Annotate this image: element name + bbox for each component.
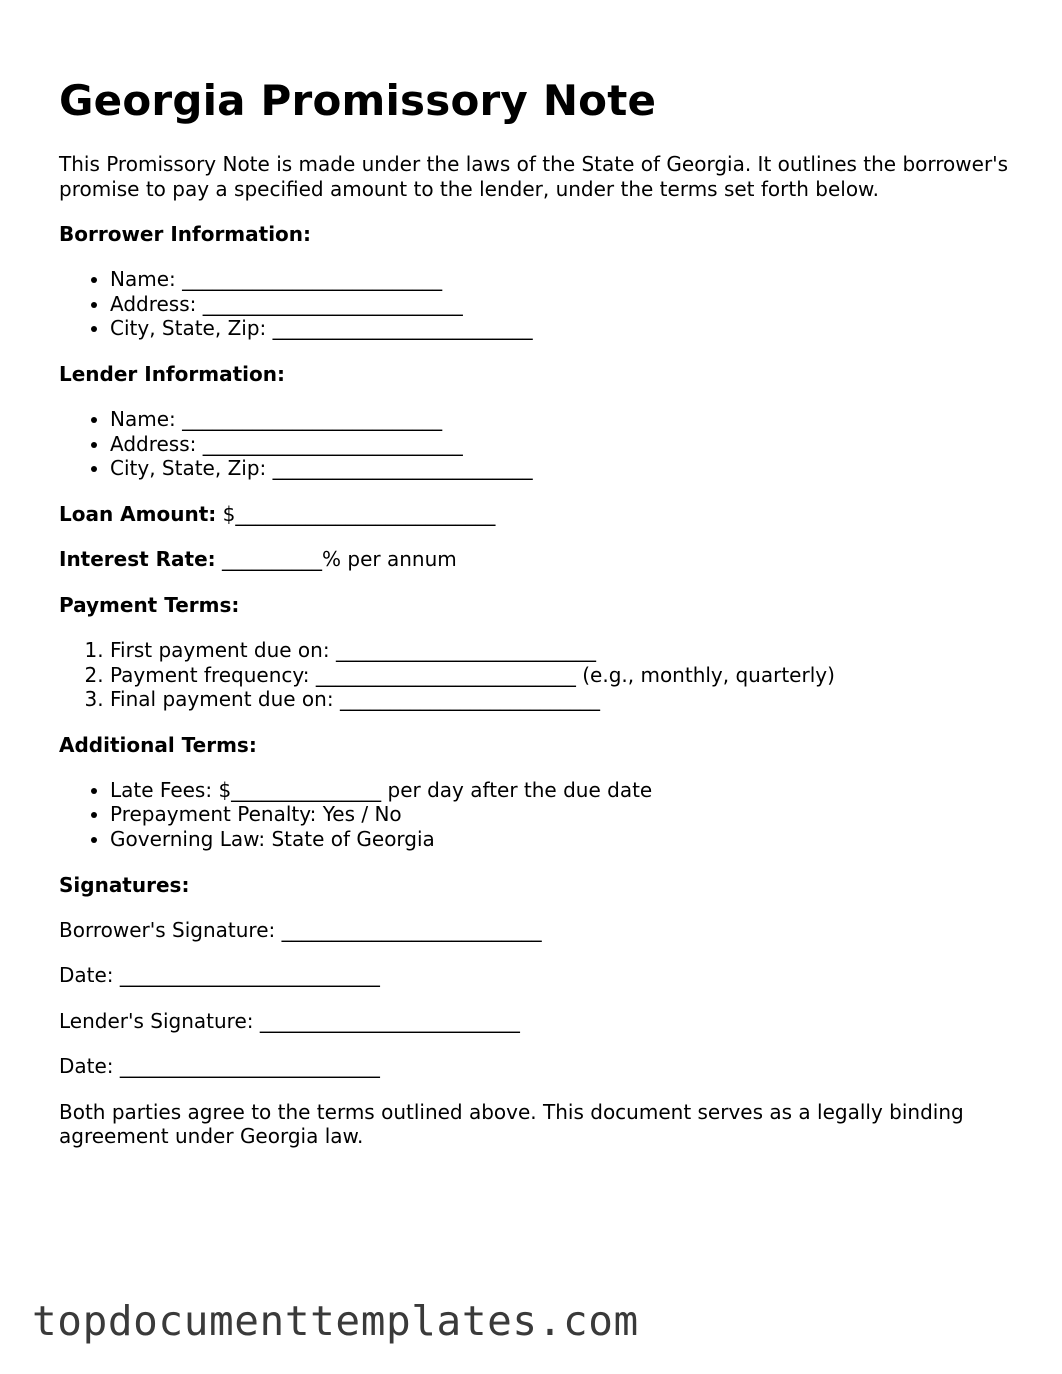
- borrower-city-state-zip-field[interactable]: • City, State, Zip: __________________________: [110, 316, 1009, 341]
- final-payment-field[interactable]: 3. Final payment due on: __________________________: [110, 687, 1009, 712]
- loan-amount-line[interactable]: [59, 502, 1009, 527]
- payment-terms-heading: Payment Terms:: [59, 592, 240, 617]
- interest-rate-line[interactable]: [59, 547, 1009, 572]
- lender-address-field[interactable]: • Address: __________________________: [110, 432, 1009, 457]
- prepayment-penalty-item[interactable]: • Prepayment Penalty: Yes / No: [110, 802, 1009, 827]
- payment-terms-list: [59, 638, 1009, 712]
- payment-frequency-field[interactable]: 2. Payment frequency: __________________________ (e.g., monthly, quarterly): [110, 663, 1009, 688]
- first-payment-field[interactable]: 1. First payment due on: __________________________: [110, 638, 1009, 663]
- borrower-list: [59, 267, 1009, 341]
- borrower-heading: Borrower Information:: [59, 222, 312, 247]
- document-page: [59, 76, 1009, 1149]
- lender-list: [59, 407, 1009, 481]
- lender-heading: Lender Information:: [59, 361, 285, 386]
- borrower-name-field[interactable]: • Name: __________________________: [110, 267, 1009, 292]
- loan-amount-label: Loan Amount:: [59, 501, 217, 526]
- interest-rate-field[interactable]: __________% per annum: [215, 547, 457, 572]
- signatures-heading: Signatures:: [59, 872, 190, 897]
- loan-amount-field[interactable]: $__________________________: [216, 501, 496, 526]
- lender-name-field[interactable]: • Name: __________________________: [110, 407, 1009, 432]
- watermark-text: topdocumenttemplates.com: [32, 1297, 639, 1345]
- interest-rate-label: Interest Rate:: [59, 547, 216, 572]
- intro-paragraph: This Promissory Note is made under the laws of the State of Georgia. It outlines the borrower's promise to pay a specified amount to the lender, under the terms set forth below.: [59, 152, 1009, 201]
- borrower-date-field[interactable]: Date: __________________________: [59, 963, 380, 988]
- borrower-address-field[interactable]: • Address: __________________________: [110, 292, 1009, 317]
- page-title: Georgia Promissory Note: [59, 76, 657, 125]
- governing-law-item: • Governing Law: State of Georgia: [110, 827, 1009, 852]
- closing-paragraph: Both parties agree to the terms outlined above. This document serves as a legally binding agreement under Georgia law.: [59, 1099, 964, 1149]
- lender-signature-field[interactable]: Lender's Signature: __________________________: [59, 1008, 520, 1033]
- lender-date-field[interactable]: Date: __________________________: [59, 1054, 380, 1079]
- borrower-signature-field[interactable]: Borrower's Signature: __________________________: [59, 917, 542, 942]
- additional-terms-list: [59, 778, 1009, 852]
- additional-terms-heading: Additional Terms:: [59, 732, 257, 757]
- late-fees-field[interactable]: • Late Fees: $_______________ per day after the due date: [110, 778, 1009, 803]
- lender-city-state-zip-field[interactable]: • City, State, Zip: __________________________: [110, 456, 1009, 481]
